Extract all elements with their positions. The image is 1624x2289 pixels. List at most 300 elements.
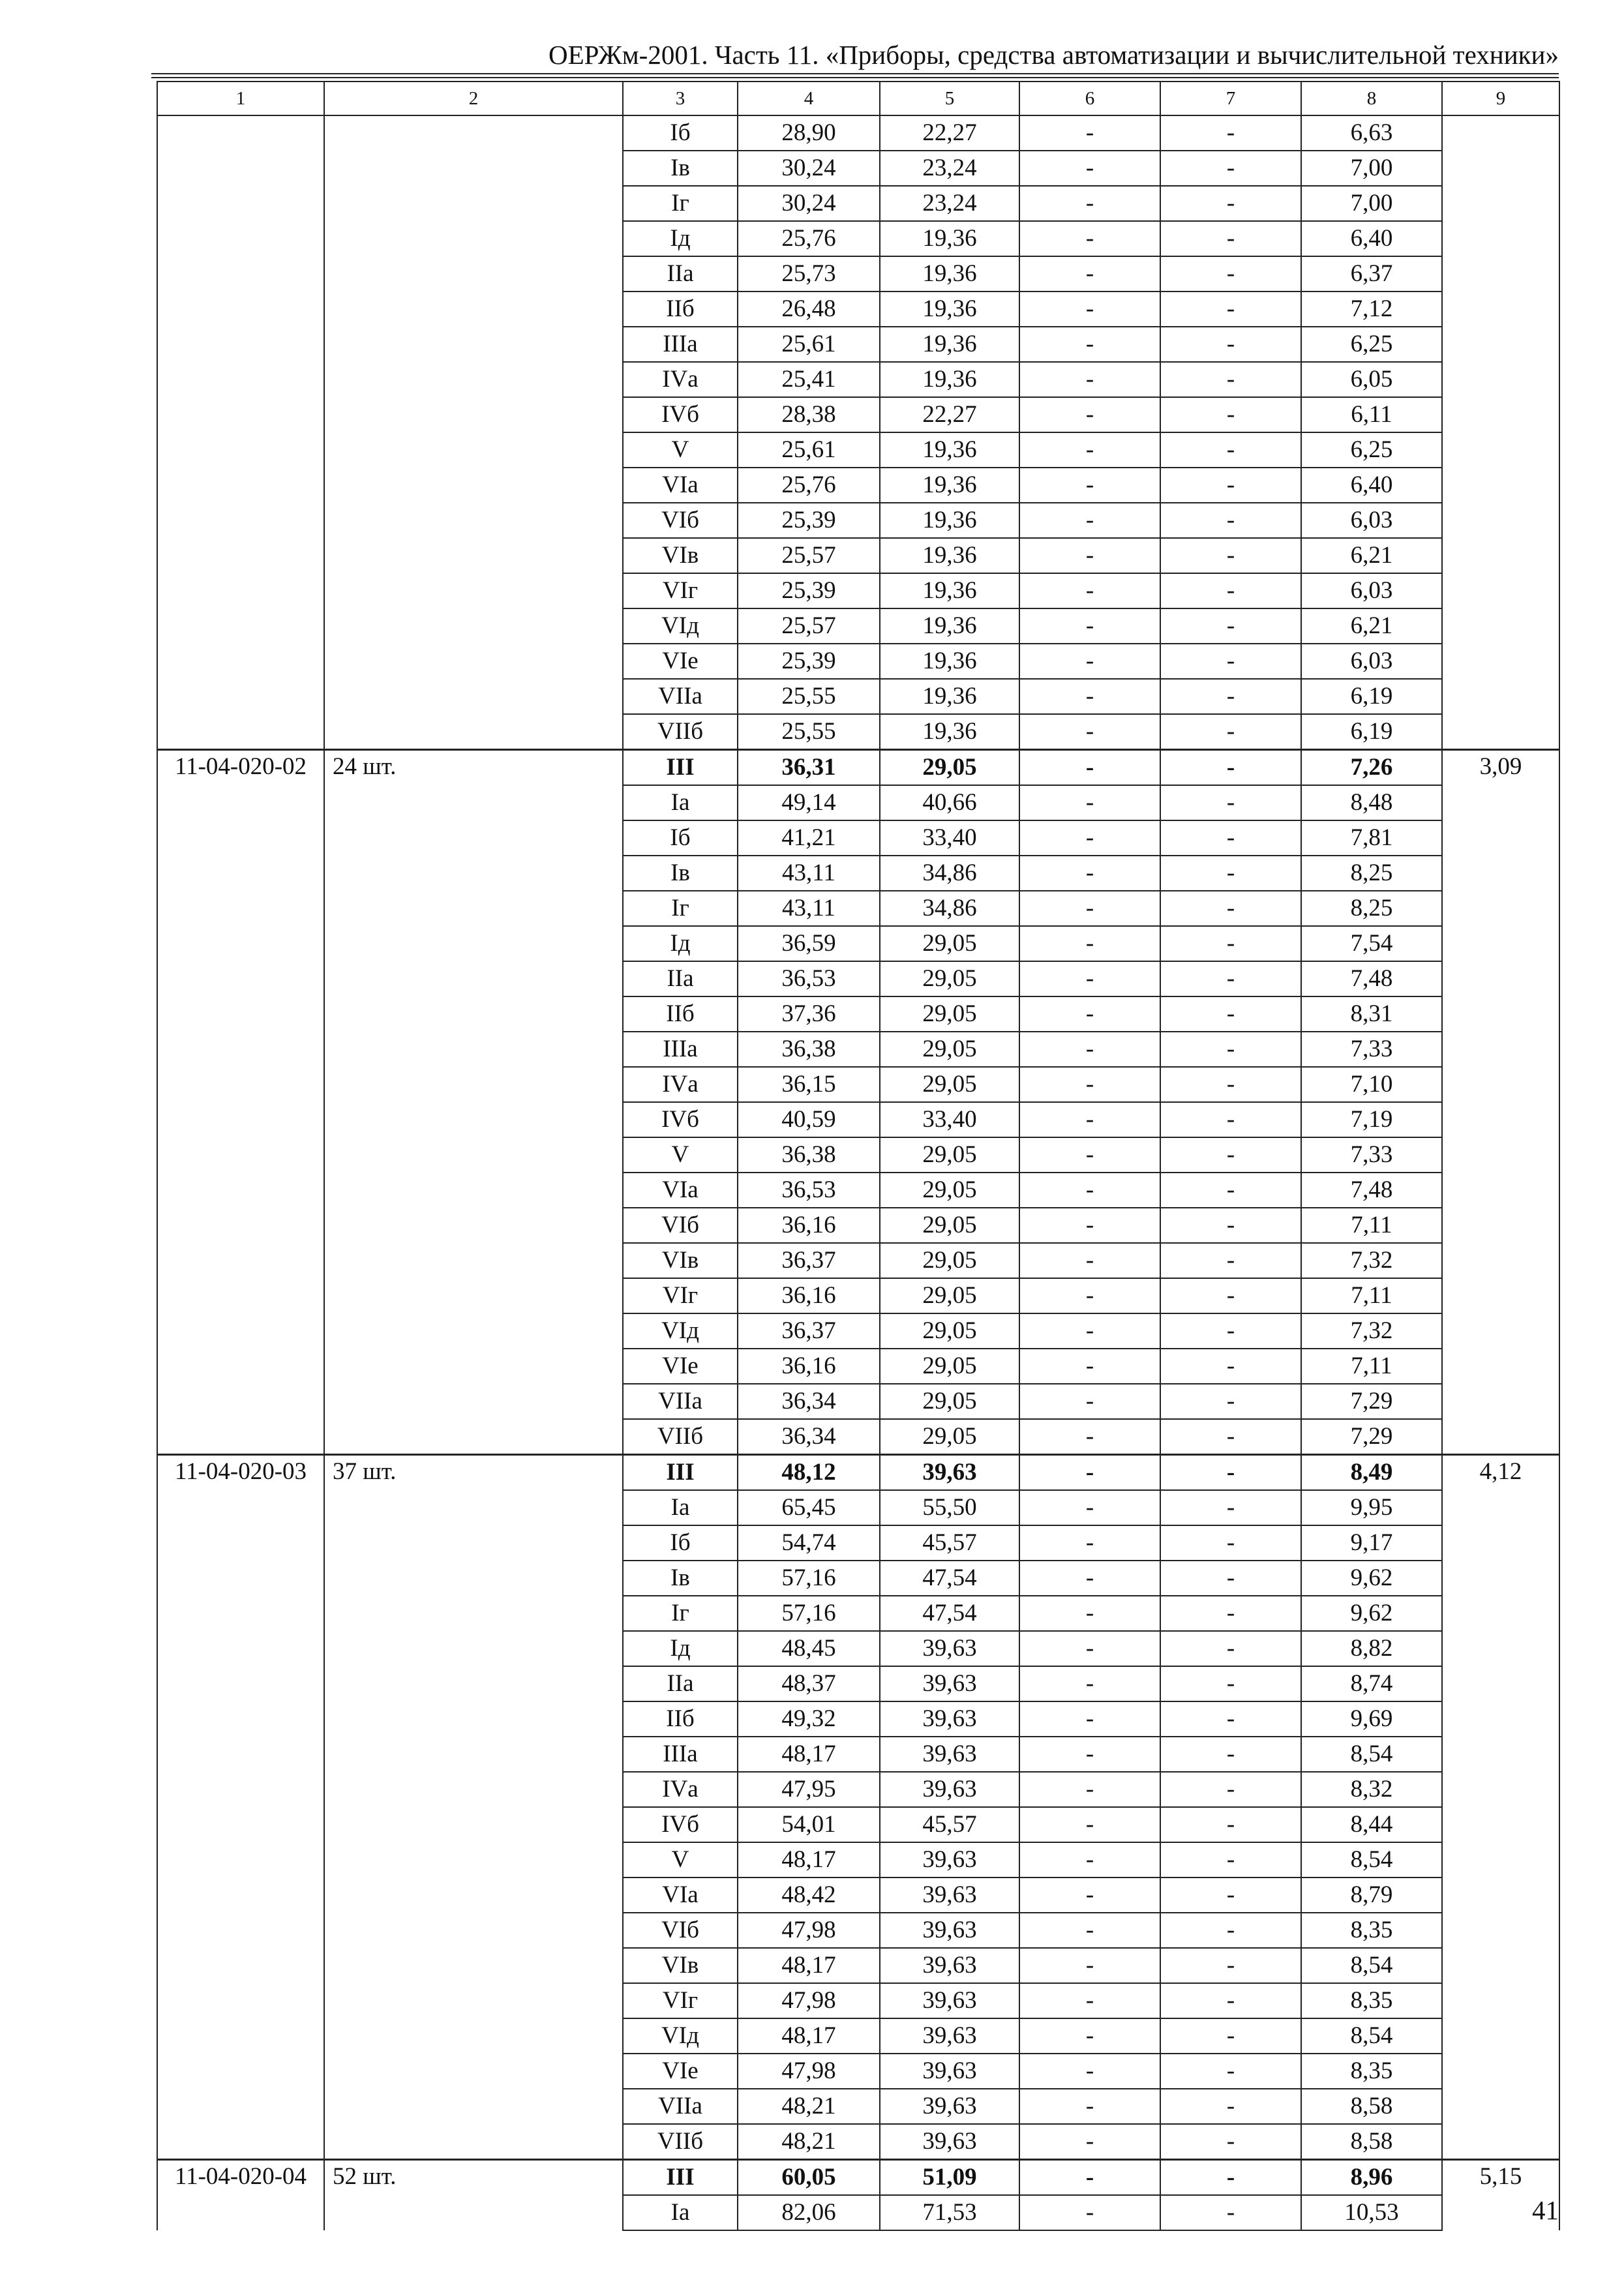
materials-cost-cell: 7,29 [1301,1419,1442,1455]
total-cost-cell: 25,55 [738,714,880,750]
total-cost-cell: 36,37 [738,1313,880,1349]
labor-cost-cell: 23,24 [880,186,1019,221]
labor-cost-cell: 39,63 [880,1983,1019,2018]
labor-cost-cell: 29,05 [880,996,1019,1032]
labor-cost-cell: 29,05 [880,1137,1019,1173]
category-cell: VIв [623,1948,738,1983]
category-cell: VIIа [623,1384,738,1419]
column-header: 8 [1301,82,1442,115]
column-header: 3 [623,82,738,115]
machinist-wage-cell: - [1160,608,1301,644]
category-cell: IIIа [623,327,738,362]
labor-cost-cell: 29,05 [880,961,1019,996]
materials-cost-cell: 6,03 [1301,503,1442,538]
category-cell: IVа [623,1067,738,1102]
labor-cost-cell: 39,63 [880,2089,1019,2124]
machine-cost-cell: - [1019,397,1160,432]
machinist-wage-cell: - [1160,1419,1301,1455]
labor-cost-cell: 29,05 [880,1032,1019,1067]
machine-cost-cell: - [1019,115,1160,151]
total-cost-cell: 48,17 [738,1948,880,1983]
total-cost-cell: 30,24 [738,151,880,186]
machine-cost-cell: - [1019,1455,1160,1491]
category-cell: Iд [623,221,738,256]
materials-cost-cell: 8,35 [1301,1983,1442,2018]
page-header [151,38,1559,69]
total-cost-cell: 48,17 [738,2018,880,2054]
rate-code-cell [157,115,324,750]
machine-cost-cell: - [1019,1137,1160,1173]
labor-cost-cell: 47,54 [880,1596,1019,1631]
category-cell: Iв [623,856,738,891]
total-cost-cell: 47,98 [738,1983,880,2018]
labor-cost-cell: 29,05 [880,1313,1019,1349]
labor-cost-cell: 29,05 [880,1349,1019,1384]
machinist-wage-cell: - [1160,891,1301,926]
machine-cost-cell: - [1019,221,1160,256]
total-cost-cell: 36,59 [738,926,880,961]
materials-cost-cell: 7,11 [1301,1278,1442,1313]
machinist-wage-cell: - [1160,644,1301,679]
machinist-wage-cell: - [1160,1313,1301,1349]
machinist-wage-cell: - [1160,1384,1301,1419]
coefficient-cell: 4,12 [1442,1455,1559,2160]
machine-cost-cell: - [1019,1349,1160,1384]
machinist-wage-cell: - [1160,1737,1301,1772]
total-cost-cell: 25,39 [738,644,880,679]
category-cell: VIIб [623,1419,738,1455]
machine-cost-cell: - [1019,1701,1160,1737]
machinist-wage-cell: - [1160,468,1301,503]
total-cost-cell: 25,39 [738,503,880,538]
total-cost-cell: 36,37 [738,1243,880,1278]
machine-cost-cell: - [1019,1737,1160,1772]
materials-cost-cell: 8,58 [1301,2124,1442,2160]
machinist-wage-cell: - [1160,115,1301,151]
materials-cost-cell: 6,37 [1301,256,1442,292]
materials-cost-cell: 8,48 [1301,785,1442,820]
labor-cost-cell: 19,36 [880,538,1019,573]
machine-cost-cell: - [1019,1807,1160,1842]
column-header: 1 [157,82,324,115]
machine-cost-cell: - [1019,679,1160,714]
machine-cost-cell: - [1019,468,1160,503]
machine-cost-cell: - [1019,1067,1160,1102]
machine-cost-cell: - [1019,856,1160,891]
materials-cost-cell: 8,74 [1301,1666,1442,1701]
materials-cost-cell: 7,48 [1301,961,1442,996]
total-cost-cell: 25,57 [738,608,880,644]
machine-cost-cell: - [1019,820,1160,856]
column-number-row [157,82,1559,115]
category-cell: Iб [623,820,738,856]
machinist-wage-cell: - [1160,1173,1301,1208]
machinist-wage-cell: - [1160,714,1301,750]
labor-cost-cell: 22,27 [880,397,1019,432]
labor-cost-cell: 55,50 [880,1490,1019,1525]
labor-cost-cell: 39,63 [880,1455,1019,1491]
total-cost-cell: 25,57 [738,538,880,573]
machine-cost-cell: - [1019,608,1160,644]
total-cost-cell: 25,76 [738,468,880,503]
materials-cost-cell: 7,81 [1301,820,1442,856]
labor-cost-cell: 29,05 [880,750,1019,786]
column-header: 9 [1442,82,1559,115]
category-cell: V [623,1842,738,1878]
labor-cost-cell: 39,63 [880,1878,1019,1913]
category-cell: VIб [623,1913,738,1948]
materials-cost-cell: 8,35 [1301,2054,1442,2089]
machine-cost-cell: - [1019,926,1160,961]
machine-cost-cell: - [1019,1948,1160,1983]
column-header: 4 [738,82,880,115]
total-cost-cell: 36,38 [738,1032,880,1067]
machinist-wage-cell: - [1160,186,1301,221]
table-row [157,1455,1559,1491]
labor-cost-cell: 29,05 [880,1173,1019,1208]
category-cell: VIа [623,1878,738,1913]
total-cost-cell: 48,21 [738,2124,880,2160]
machine-cost-cell: - [1019,891,1160,926]
machine-cost-cell: - [1019,327,1160,362]
header-rule-bottom [151,77,1559,78]
category-cell: VIв [623,538,738,573]
labor-cost-cell: 29,05 [880,926,1019,961]
category-cell: VIе [623,1349,738,1384]
machine-cost-cell: - [1019,1243,1160,1278]
rates-table [157,81,1560,2231]
machinist-wage-cell: - [1160,1137,1301,1173]
labor-cost-cell: 39,63 [880,1842,1019,1878]
category-cell: VIе [623,2054,738,2089]
page-number: 41 [1532,2195,1559,2225]
coefficient-cell [1442,115,1559,750]
labor-cost-cell: 45,57 [880,1807,1019,1842]
machinist-wage-cell: - [1160,1878,1301,1913]
labor-cost-cell: 19,36 [880,679,1019,714]
machine-cost-cell: - [1019,432,1160,468]
labor-cost-cell: 39,63 [880,1772,1019,1807]
machinist-wage-cell: - [1160,327,1301,362]
machinist-wage-cell: - [1160,1807,1301,1842]
category-cell: VIб [623,1208,738,1243]
total-cost-cell: 26,48 [738,292,880,327]
materials-cost-cell: 9,62 [1301,1561,1442,1596]
total-cost-cell: 28,38 [738,397,880,432]
machinist-wage-cell: - [1160,1349,1301,1384]
materials-cost-cell: 8,35 [1301,1913,1442,1948]
table-row [157,2160,1559,2196]
machine-cost-cell: - [1019,1983,1160,2018]
machine-cost-cell: - [1019,1666,1160,1701]
category-cell: VIа [623,1173,738,1208]
rate-code-cell: 11-04-020-04 [157,2160,324,2231]
materials-cost-cell: 6,19 [1301,679,1442,714]
machinist-wage-cell: - [1160,2018,1301,2054]
category-cell: IVа [623,362,738,397]
total-cost-cell: 36,31 [738,750,880,786]
machine-cost-cell: - [1019,1878,1160,1913]
materials-cost-cell: 9,17 [1301,1525,1442,1561]
column-header: 5 [880,82,1019,115]
category-cell: IIб [623,996,738,1032]
total-cost-cell: 41,21 [738,820,880,856]
total-cost-cell: 28,90 [738,115,880,151]
total-cost-cell: 25,73 [738,256,880,292]
rate-code-cell: 11-04-020-03 [157,1455,324,2160]
labor-cost-cell: 33,40 [880,1102,1019,1137]
total-cost-cell: 43,11 [738,856,880,891]
machinist-wage-cell: - [1160,573,1301,608]
category-cell: IIIа [623,1737,738,1772]
rate-code-cell: 11-04-020-02 [157,750,324,1455]
quantity-cell: 52 шт. [324,2160,623,2231]
total-cost-cell: 25,76 [738,221,880,256]
labor-cost-cell: 19,36 [880,256,1019,292]
materials-cost-cell: 6,40 [1301,221,1442,256]
table-row [157,750,1559,786]
materials-cost-cell: 6,19 [1301,714,1442,750]
category-cell: V [623,432,738,468]
machine-cost-cell: - [1019,2195,1160,2230]
category-cell: VIе [623,644,738,679]
total-cost-cell: 47,98 [738,2054,880,2089]
materials-cost-cell: 7,00 [1301,186,1442,221]
machinist-wage-cell: - [1160,679,1301,714]
labor-cost-cell: 34,86 [880,891,1019,926]
labor-cost-cell: 19,36 [880,714,1019,750]
labor-cost-cell: 19,36 [880,503,1019,538]
machinist-wage-cell: - [1160,397,1301,432]
labor-cost-cell: 33,40 [880,820,1019,856]
category-cell: VIд [623,608,738,644]
materials-cost-cell: 7,11 [1301,1208,1442,1243]
category-cell: VIг [623,573,738,608]
category-cell: Iа [623,785,738,820]
materials-cost-cell: 9,69 [1301,1701,1442,1737]
machine-cost-cell: - [1019,1102,1160,1137]
machine-cost-cell: - [1019,573,1160,608]
machine-cost-cell: - [1019,2054,1160,2089]
materials-cost-cell: 7,32 [1301,1313,1442,1349]
category-cell: Iг [623,1596,738,1631]
machine-cost-cell: - [1019,1313,1160,1349]
category-cell: IVа [623,1772,738,1807]
table-body [157,82,1559,2230]
category-cell: IIа [623,961,738,996]
category-cell: V [623,1137,738,1173]
materials-cost-cell: 6,25 [1301,432,1442,468]
total-cost-cell: 36,38 [738,1137,880,1173]
category-cell: Iб [623,1525,738,1561]
labor-cost-cell: 19,36 [880,573,1019,608]
category-cell: IVб [623,397,738,432]
materials-cost-cell: 8,54 [1301,2018,1442,2054]
quantity-cell [324,115,623,750]
materials-cost-cell: 7,48 [1301,1173,1442,1208]
total-cost-cell: 25,61 [738,432,880,468]
column-header: 6 [1019,82,1160,115]
header-rule-top [151,73,1559,74]
total-cost-cell: 49,14 [738,785,880,820]
category-cell: IIб [623,292,738,327]
materials-cost-cell: 8,44 [1301,1807,1442,1842]
materials-cost-cell: 8,25 [1301,891,1442,926]
total-cost-cell: 65,45 [738,1490,880,1525]
machinist-wage-cell: - [1160,1772,1301,1807]
machinist-wage-cell: - [1160,1596,1301,1631]
machine-cost-cell: - [1019,1772,1160,1807]
machinist-wage-cell: - [1160,1842,1301,1878]
document-title: ОЕРЖм-2001. Часть 11. «Приборы, средства автоматизации и вычислительной техники» [548,40,1559,70]
labor-cost-cell: 19,36 [880,221,1019,256]
machinist-wage-cell: - [1160,1490,1301,1525]
machinist-wage-cell: - [1160,2124,1301,2160]
machine-cost-cell: - [1019,2018,1160,2054]
labor-cost-cell: 19,36 [880,468,1019,503]
materials-cost-cell: 7,26 [1301,750,1442,786]
category-cell: VIIа [623,2089,738,2124]
labor-cost-cell: 39,63 [880,2018,1019,2054]
machine-cost-cell: - [1019,785,1160,820]
category-cell: VIIа [623,679,738,714]
labor-cost-cell: 29,05 [880,1419,1019,1455]
category-cell: VIд [623,1313,738,1349]
total-cost-cell: 36,15 [738,1067,880,1102]
materials-cost-cell: 10,53 [1301,2195,1442,2230]
category-cell: Iг [623,891,738,926]
materials-cost-cell: 8,54 [1301,1842,1442,1878]
total-cost-cell: 57,16 [738,1561,880,1596]
materials-cost-cell: 8,96 [1301,2160,1442,2196]
machine-cost-cell: - [1019,1525,1160,1561]
materials-cost-cell: 8,54 [1301,1737,1442,1772]
materials-cost-cell: 9,95 [1301,1490,1442,1525]
machinist-wage-cell: - [1160,503,1301,538]
materials-cost-cell: 6,40 [1301,468,1442,503]
total-cost-cell: 36,53 [738,961,880,996]
machinist-wage-cell: - [1160,1561,1301,1596]
column-header: 7 [1160,82,1301,115]
labor-cost-cell: 34,86 [880,856,1019,891]
machine-cost-cell: - [1019,2160,1160,2196]
total-cost-cell: 36,16 [738,1208,880,1243]
materials-cost-cell: 6,25 [1301,327,1442,362]
materials-cost-cell: 7,19 [1301,1102,1442,1137]
machinist-wage-cell: - [1160,1701,1301,1737]
category-cell: Iв [623,1561,738,1596]
labor-cost-cell: 19,36 [880,362,1019,397]
total-cost-cell: 60,05 [738,2160,880,2196]
total-cost-cell: 36,53 [738,1173,880,1208]
total-cost-cell: 36,34 [738,1419,880,1455]
total-cost-cell: 48,21 [738,2089,880,2124]
total-cost-cell: 47,95 [738,1772,880,1807]
labor-cost-cell: 39,63 [880,1666,1019,1701]
machinist-wage-cell: - [1160,2195,1301,2230]
category-cell: Iа [623,1490,738,1525]
materials-cost-cell: 7,29 [1301,1384,1442,1419]
labor-cost-cell: 29,05 [880,1067,1019,1102]
table-row [157,115,1559,151]
labor-cost-cell: 51,09 [880,2160,1019,2196]
materials-cost-cell: 8,79 [1301,1878,1442,1913]
total-cost-cell: 57,16 [738,1596,880,1631]
machine-cost-cell: - [1019,362,1160,397]
machinist-wage-cell: - [1160,1067,1301,1102]
category-cell: IVб [623,1807,738,1842]
machinist-wage-cell: - [1160,2054,1301,2089]
column-header: 2 [324,82,623,115]
total-cost-cell: 25,55 [738,679,880,714]
machine-cost-cell: - [1019,503,1160,538]
category-cell: VIг [623,1278,738,1313]
machine-cost-cell: - [1019,1384,1160,1419]
labor-cost-cell: 29,05 [880,1384,1019,1419]
category-cell: IIIа [623,1032,738,1067]
machinist-wage-cell: - [1160,1948,1301,1983]
machinist-wage-cell: - [1160,538,1301,573]
machine-cost-cell: - [1019,1419,1160,1455]
machine-cost-cell: - [1019,256,1160,292]
machinist-wage-cell: - [1160,1913,1301,1948]
category-cell: VIв [623,1243,738,1278]
total-cost-cell: 48,17 [738,1842,880,1878]
machine-cost-cell: - [1019,1561,1160,1596]
machine-cost-cell: - [1019,151,1160,186]
total-cost-cell: 40,59 [738,1102,880,1137]
materials-cost-cell: 6,21 [1301,538,1442,573]
labor-cost-cell: 19,36 [880,644,1019,679]
machinist-wage-cell: - [1160,926,1301,961]
machine-cost-cell: - [1019,1842,1160,1878]
materials-cost-cell: 8,82 [1301,1631,1442,1666]
machine-cost-cell: - [1019,1278,1160,1313]
labor-cost-cell: 29,05 [880,1278,1019,1313]
category-cell: III [623,2160,738,2196]
materials-cost-cell: 7,32 [1301,1243,1442,1278]
total-cost-cell: 48,12 [738,1455,880,1491]
total-cost-cell: 82,06 [738,2195,880,2230]
machinist-wage-cell: - [1160,221,1301,256]
machinist-wage-cell: - [1160,151,1301,186]
machine-cost-cell: - [1019,292,1160,327]
category-cell: VIа [623,468,738,503]
total-cost-cell: 47,98 [738,1913,880,1948]
materials-cost-cell: 7,33 [1301,1032,1442,1067]
materials-cost-cell: 8,25 [1301,856,1442,891]
total-cost-cell: 30,24 [738,186,880,221]
machinist-wage-cell: - [1160,362,1301,397]
total-cost-cell: 48,17 [738,1737,880,1772]
machinist-wage-cell: - [1160,820,1301,856]
labor-cost-cell: 39,63 [880,2124,1019,2160]
labor-cost-cell: 71,53 [880,2195,1019,2230]
category-cell: VIд [623,2018,738,2054]
materials-cost-cell: 9,62 [1301,1596,1442,1631]
total-cost-cell: 25,61 [738,327,880,362]
machinist-wage-cell: - [1160,1983,1301,2018]
total-cost-cell: 25,39 [738,573,880,608]
labor-cost-cell: 45,57 [880,1525,1019,1561]
labor-cost-cell: 19,36 [880,432,1019,468]
category-cell: IIа [623,256,738,292]
machine-cost-cell: - [1019,1490,1160,1525]
machine-cost-cell: - [1019,1913,1160,1948]
category-cell: VIг [623,1983,738,2018]
materials-cost-cell: 6,21 [1301,608,1442,644]
category-cell: Iа [623,2195,738,2230]
